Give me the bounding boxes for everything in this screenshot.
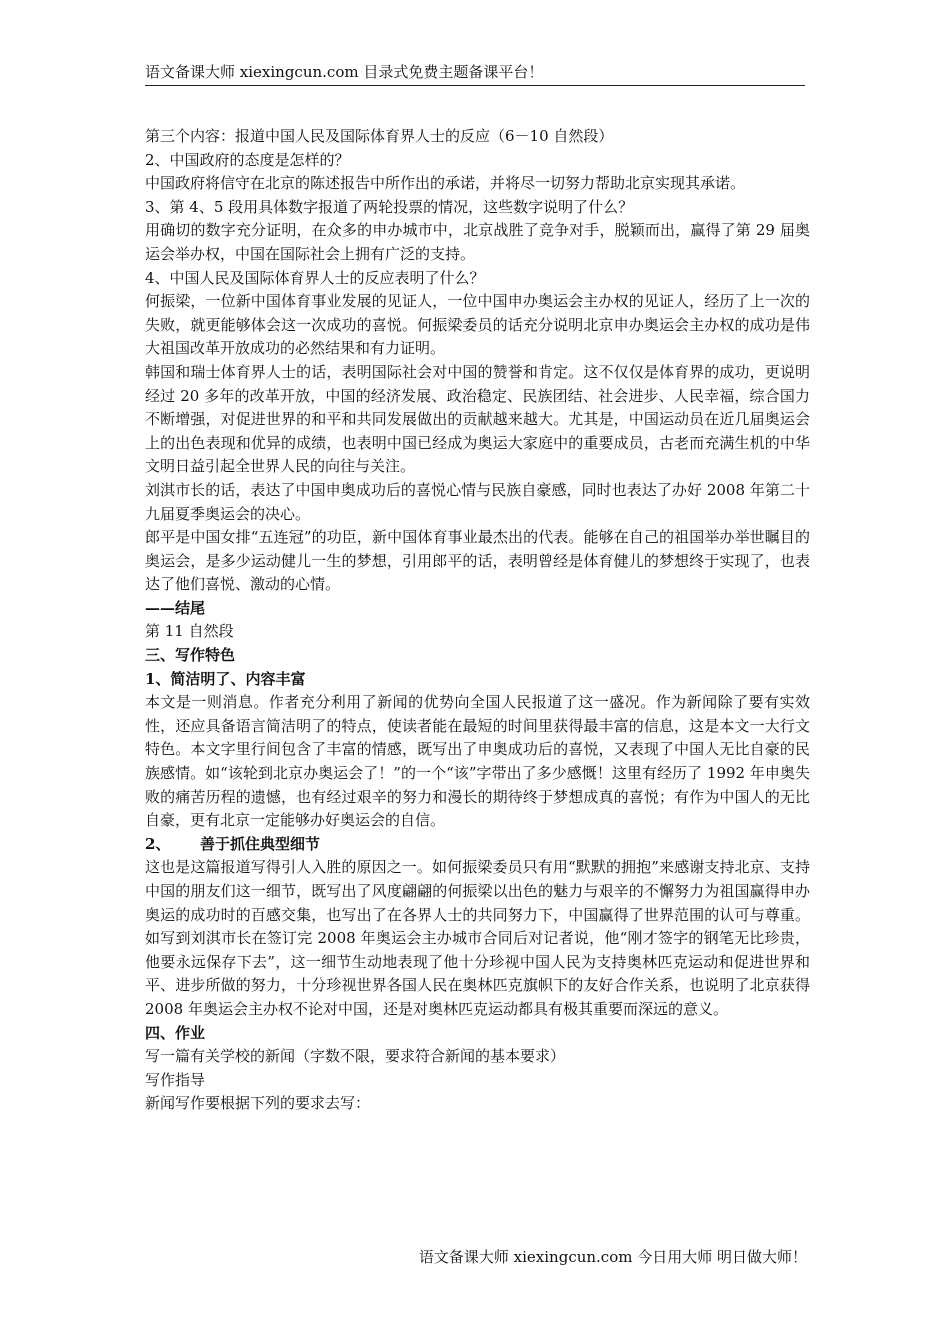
section-heading: ——结尾: [145, 598, 206, 617]
paragraph: 何振梁，一位新中国体育事业发展的见证人，一位中国申办奥运会主办权的见证人，经历了上一次的失败，就更能够体会这一次成功的喜悦。何振梁委员的话充分说明北京申办奥运会主办权的成功是伟大祖国改革开放成功的必然结果和有力证明。: [145, 292, 810, 358]
page-header: 语文备课大师 xiexingcun.com 目录式免费主题备课平台！: [145, 62, 805, 86]
paragraph: 3、第 4、5 段用具体数字报道了两轮投票的情况，这些数字说明了什么？: [145, 197, 634, 216]
paragraph: 韩国和瑞士体育界人士的话，表明国际社会对中国的赞誉和肯定。这不仅仅是体育界的成功，更说明经过 20 多年的改革开放，中国的经济发展、政治稳定、民族团结、社会进步、人民幸福，综合国力不断增强，对促进世界的和平和共同发展做出的贡献越来越大。尤其是，中国运动员在近几届奥运会上的出色表现和优异的成绩，也表明中国已经成为奥运大家庭中的重要成员，古老而充满生机的中华文明日益引起全世界人民的向往与关注。: [145, 362, 810, 476]
subsection-heading: 1、简洁明了、内容丰富: [145, 669, 306, 688]
paragraph: 2、中国政府的态度是怎样的？: [145, 150, 350, 169]
paragraph: 这也是这篇报道写得引人入胜的原因之一。如何振梁委员只有用“默默的拥抱”来感谢支持北京、支持中国的朋友们这一细节，既写出了风度翩翩的何振梁以出色的魅力与艰辛的不懈努力为祖国赢得申办奥运的成功时的百感交集，也写出了在各界人士的共同努力下，中国赢得了世界范围的认可与尊重。如写到刘淇市长在签订完 2008 年奥运会主办城市合同后对记者说，他“刚才签字的钢笔无比珍贵，他要永远保存下去”，这一细节生动地表现了他十分珍视中国人民为支持奥林匹克运动和促进世界和平、进步所做的努力，十分珍视世界各国人民在奥林匹克旗帜下的友好合作关系，也说明了北京获得 2008 年奥运会主办权不论对中国，还是对奥林匹克运动都具有极其重要而深远的意义。: [145, 858, 810, 1018]
paragraph: 刘淇市长的话，表达了中国申奥成功后的喜悦心情与民族自豪感，同时也表达了办好 2008 年第二十九届夏季奥运会的决心。: [145, 480, 810, 523]
document-body: [145, 125, 810, 1116]
section-heading: 三、写作特色: [145, 646, 236, 665]
paragraph: 写一篇有关学校的新闻（字数不限，要求符合新闻的基本要求）: [145, 1047, 566, 1066]
subsection-heading: [145, 833, 810, 857]
paragraph: 郎平是中国女排“五连冠”的功臣，新中国体育事业最杰出的代表。能够在自己的祖国举办举世瞩目的奥运会，是多少运动健儿一生的梦想，引用郎平的话，表明曾经是体育健儿的梦想终于实现了，也表达了他们喜悦、激动的心情。: [145, 528, 810, 594]
paragraph: 4、中国人民及国际体育界人士的反应表明了什么？: [145, 268, 485, 287]
paragraph: 第 11 自然段: [145, 622, 234, 641]
subsection-title: 善于抓住典型细节: [200, 834, 321, 853]
paragraph: 用确切的数字充分证明，在众多的申办城市中，北京战胜了竞争对手，脱颖而出，赢得了第 29 届奥运会举办权，中国在国际社会上拥有广泛的支持。: [145, 221, 810, 263]
paragraph: 写作指导: [145, 1070, 206, 1089]
paragraph: 新闻写作要根据下列的要求去写：: [145, 1094, 371, 1113]
paragraph: 第三个内容：报道中国人民及国际体育界人士的反应（6－10 自然段）: [145, 127, 614, 145]
section-heading: 四、作业: [145, 1023, 206, 1042]
page-footer: 语文备课大师 xiexingcun.com 今日用大师 明日做大师！: [418, 1248, 807, 1266]
subsection-number: 2、: [145, 834, 171, 853]
paragraph: 中国政府将信守在北京的陈述报告中所作出的承诺，并将尽一切努力帮助北京实现其承诺。: [145, 174, 746, 193]
paragraph: 本文是一则消息。作者充分利用了新闻的优势向全国人民报道了这一盛况。作为新闻除了要有实效性，还应具备语言简洁明了的特点，使读者能在最短的时间里获得最丰富的信息，这是本文一大行文特色。本文字里行间包含了丰富的情感，既写出了申奥成功后的喜悦，又表现了中国人无比自豪的民族感情。如“该轮到北京办奥运会了！”的一个“该”字带出了多少感慨！这里有经历了 1992 年申奥失败的痛苦历程的遗憾，也有经过艰辛的努力和漫长的期待终于梦想成真的喜悦；有作为中国人的无比自豪，更有北京一定能够办好奥运会的自信。: [145, 693, 810, 830]
